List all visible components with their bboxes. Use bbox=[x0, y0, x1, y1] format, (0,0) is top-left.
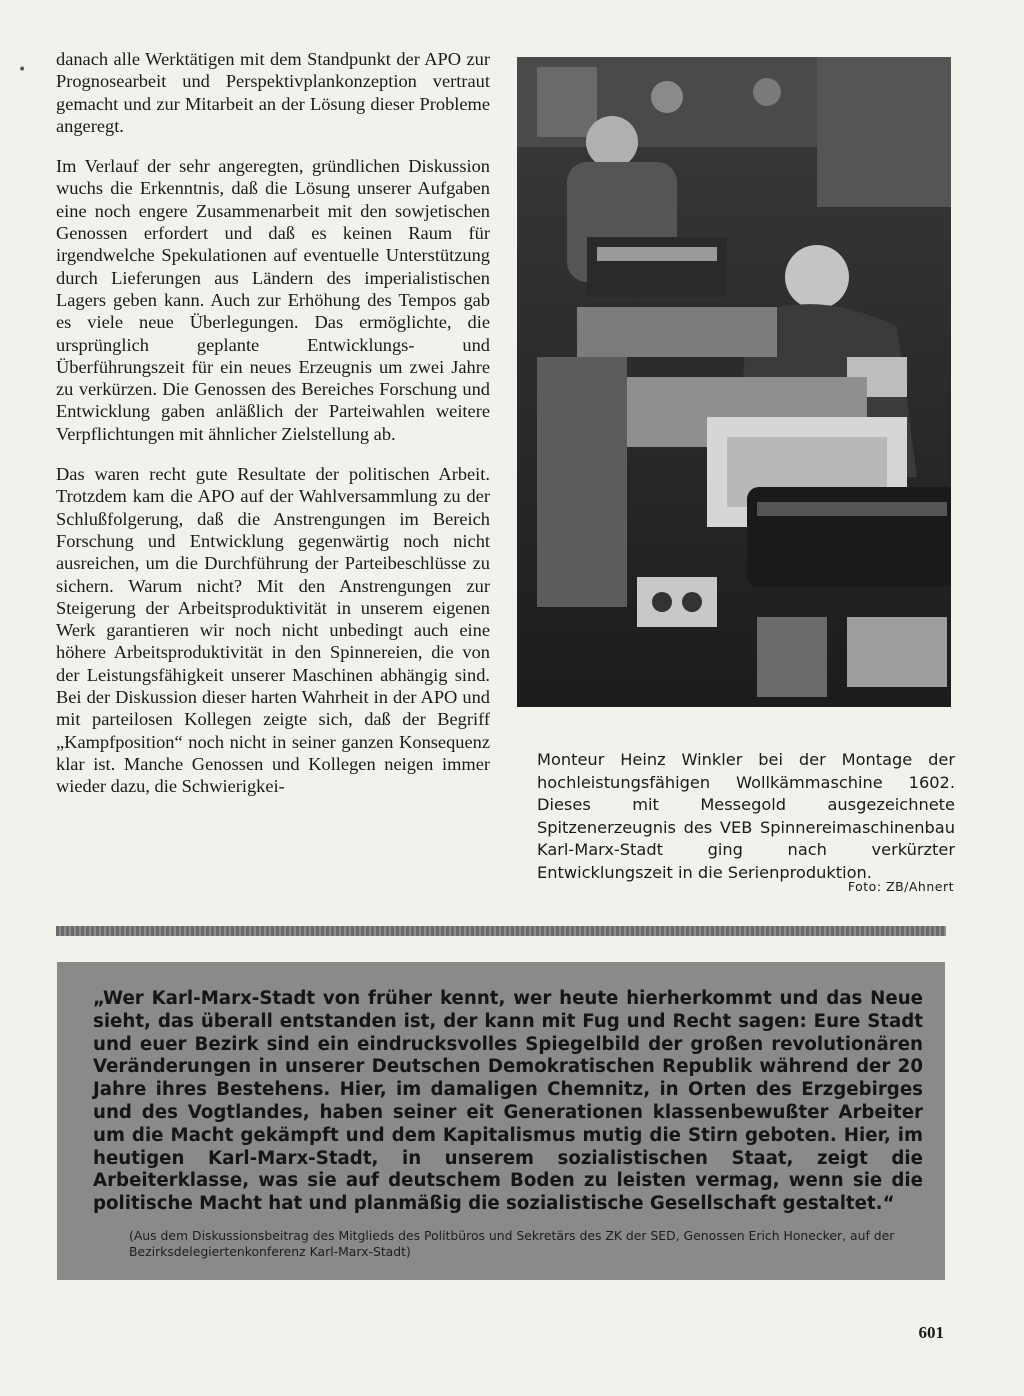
quote-text: „Wer Karl-Marx-Stadt von früher kennt, wer heute hierherkommt und das Neue sieht, das überall entstanden ist, der kann mit Fug und Recht sagen: Eure Stadt und euer Bezirk sind ein eindrucksvolles Spiegelbild der großen revolutionären Veränderungen in unserer Deutschen Demokratischen Republik während der 20 Jahre ihres Bestehens. Hier, im damaligen Chemnitz, in Orten des Erzgebirges und des Vogtlandes, haben seiner eit Generationen klassenbewußter Arbeiter um die Macht gekämpft und dem Kapitalismus mutig die Stirn geboten. Hier, im heutigen Karl-Marx-Stadt, in unserem sozialistischen Staat, zeigt die Arbeiterklasse, was sie auf deutschem Boden zu leisten vermag, wenn sie die politische Macht hat und planmäßig die sozialistische Gesellschaft gestaltet.“ bbox=[93, 988, 923, 1215]
photo-illustration bbox=[517, 57, 951, 707]
photo-credit: Foto: ZB/Ahnert bbox=[847, 879, 954, 894]
photo-machine-assembly bbox=[517, 57, 951, 707]
body-paragraph: Das waren recht gute Resultate der politischen Arbeit. Trotzdem kam die APO auf der Wahlversammlung zu der Schlußfolgerung, daß die Anstrengungen im Bereich Forschung und Entwicklung gegenwärtig noch nicht ausreichen, um die Durchführung der Parteibeschlüsse zu sichern. Warum nicht? Mit den Anstrengungen zur Steigerung der Arbeitsproduktivität in unserem eigenen Werk garantieren wir noch nicht unbedingt auch eine höhere Arbeitsproduktivität in den Spinnereien, die von der Leistungsfähigkeit unserer Maschinen abhängig sind. Bei der Diskussion dieser harten Wahrheit in der APO und mit parteilosen Kollegen zeigte sich, daß der Begriff „Kampfposition“ noch nicht in seiner ganzen Konsequenz klar ist. Manche Genossen und Kollegen neigen immer wieder dazu, die Schwierigkei- bbox=[56, 464, 490, 797]
photo-caption: Monteur Heinz Winkler bei der Montage der hochleistungsfähigen Wollkämmaschine 1602. Dieses mit Messegold ausgezeichnete Spitzenerzeugnis des VEB Spinnereimaschinenbau Karl-Marx-Stadt ging nach verkürzter Entwicklungszeit in die Serienproduktion. bbox=[537, 750, 955, 882]
quote-box bbox=[57, 962, 945, 1280]
page-number: 601 bbox=[918, 1323, 944, 1342]
body-paragraph: danach alle Werktätigen mit dem Standpunkt der APO zur Prognosearbeit und Perspektivplankonzeption vertraut gemacht und zur Mitarbeit an der Lösung dieser Probleme angeregt. bbox=[56, 49, 490, 136]
section-divider bbox=[56, 926, 946, 936]
quote-source: (Aus dem Diskussionsbeitrag des Mitglieds des Politbüros und Sekretärs des ZK der SED, Genossen Erich Honecker, auf der Bezirksdelegiertenkonferenz Karl-Marx-Stadt) bbox=[129, 1228, 895, 1259]
margin-mark: • bbox=[18, 62, 27, 78]
body-paragraph: Im Verlauf der sehr angeregten, gründlichen Diskussion wuchs die Erkenntnis, daß die Lösung unserer Aufgaben eine noch engere Zusammenarbeit mit den sowjetischen Genossen erfordert und daß es keinen Raum für irgendwelche Spekulationen auf eventuelle Unterstützung durch Lieferungen aus Ländern des imperialistischen Lagers geben kann. Auch zur Erhöhung des Tempos gab es viele neue Überlegungen. Das ermöglichte, die ursprünglich geplante Entwicklungs- und Überführungszeit für ein neues Erzeugnis um zwei Jahre zu verkürzen. Die Genossen des Bereiches Forschung und Entwicklung gaben anläßlich der Parteiwahlen weitere Verpflichtungen mit ähnlicher Zielstellung ab. bbox=[56, 156, 490, 444]
body-text-column bbox=[56, 48, 490, 798]
